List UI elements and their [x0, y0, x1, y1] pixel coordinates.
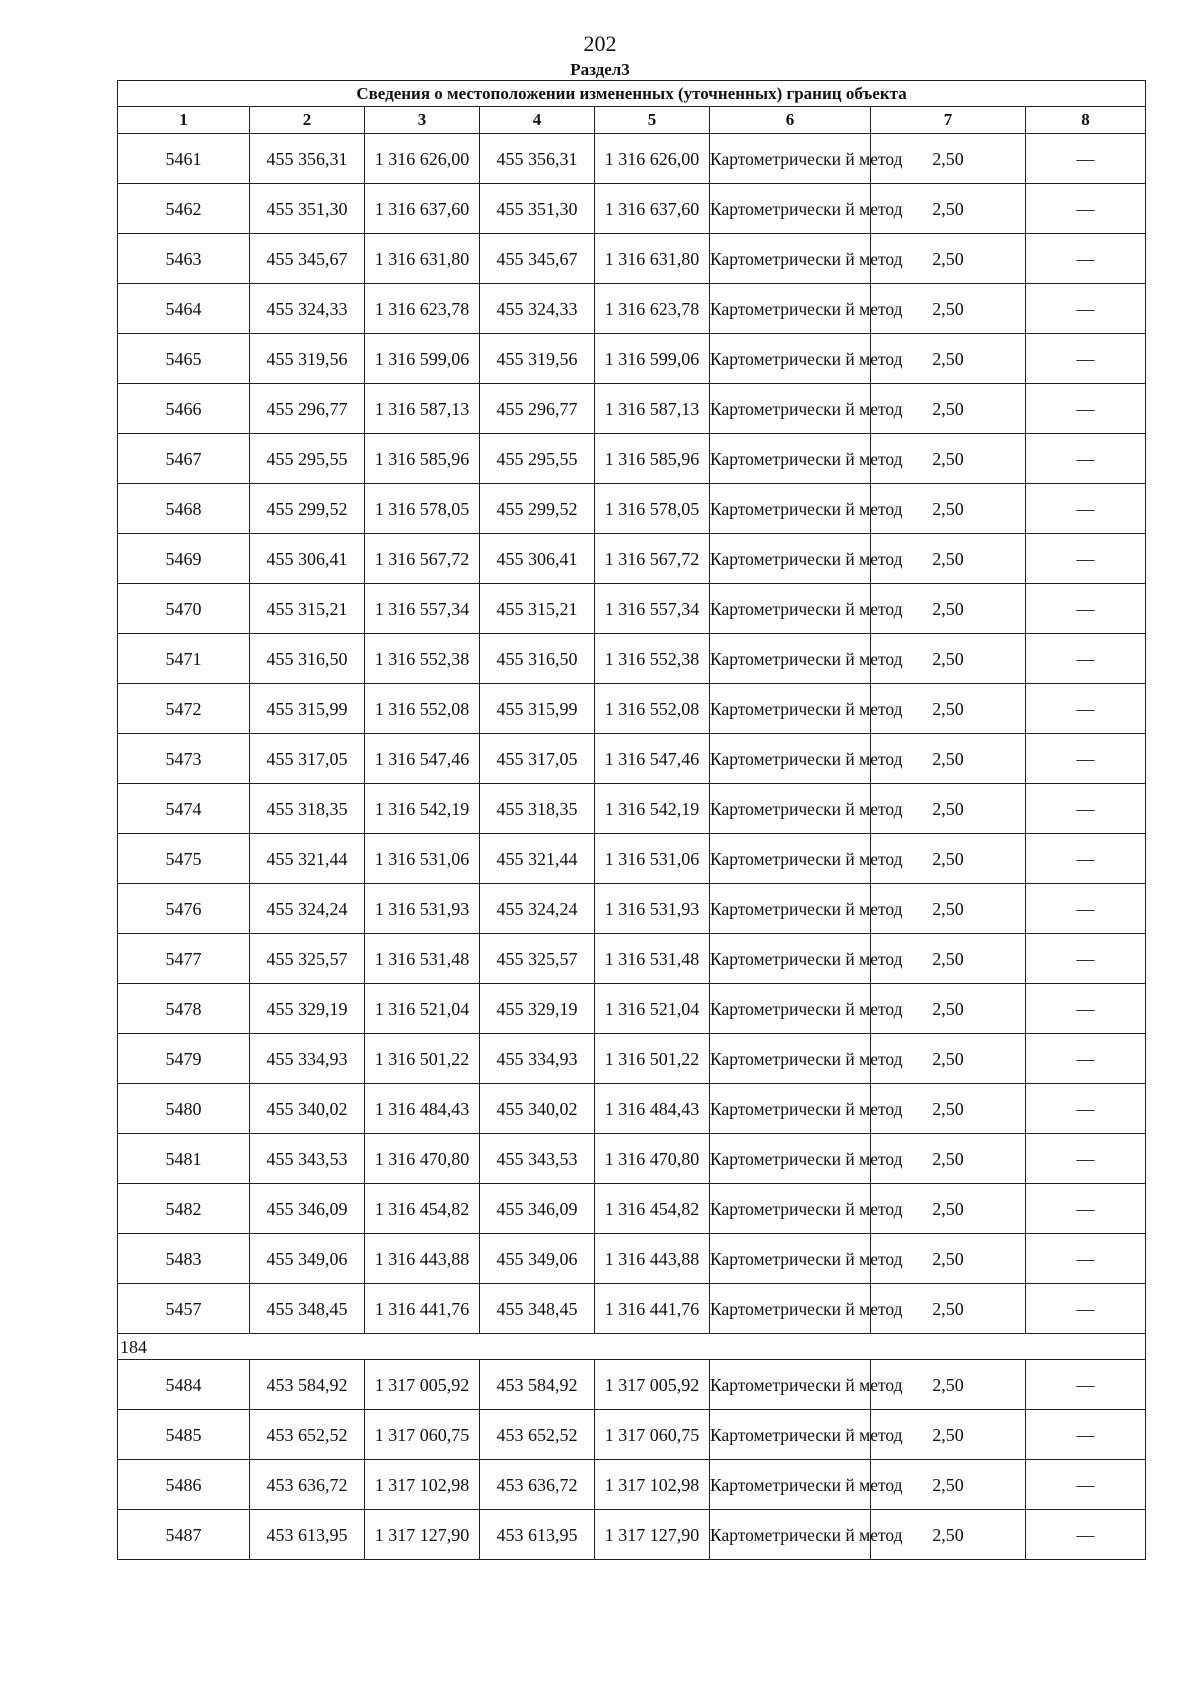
y-new-cell: 1 317 102,98: [595, 1460, 710, 1510]
note-cell: —: [1026, 1460, 1146, 1510]
accuracy-cell: 2,50: [871, 1510, 1026, 1560]
group-label: 184: [118, 1334, 1146, 1360]
table-row: [118, 1284, 1146, 1334]
note-cell: —: [1026, 184, 1146, 234]
x-new-cell: 453 652,52: [480, 1410, 595, 1460]
accuracy-cell: 2,50: [871, 734, 1026, 784]
x-cell: 455 356,31: [250, 134, 365, 184]
method-cell: Картометрически й метод: [710, 884, 871, 934]
method-cell: Картометрически й метод: [710, 134, 871, 184]
accuracy-cell: 2,50: [871, 1084, 1026, 1134]
y-new-cell: 1 316 585,96: [595, 434, 710, 484]
y-new-cell: 1 317 060,75: [595, 1410, 710, 1460]
y-cell: 1 316 631,80: [365, 234, 480, 284]
x-new-cell: 455 343,53: [480, 1134, 595, 1184]
note-cell: —: [1026, 884, 1146, 934]
table-title: Сведения о местоположении измененных (уточненных) границ объекта: [118, 81, 1146, 107]
point-number-cell: 5472: [118, 684, 250, 734]
point-number-cell: 5462: [118, 184, 250, 234]
y-cell: 1 316 552,08: [365, 684, 480, 734]
method-cell: Картометрически й метод: [710, 784, 871, 834]
point-number-cell: 5478: [118, 984, 250, 1034]
y-new-cell: 1 317 005,92: [595, 1360, 710, 1410]
x-new-cell: 455 334,93: [480, 1034, 595, 1084]
x-new-cell: 455 340,02: [480, 1084, 595, 1134]
note-cell: —: [1026, 434, 1146, 484]
x-cell: 455 325,57: [250, 934, 365, 984]
table-row: [118, 634, 1146, 684]
method-cell: Картометрически й метод: [710, 1184, 871, 1234]
accuracy-cell: 2,50: [871, 984, 1026, 1034]
y-new-cell: 1 316 557,34: [595, 584, 710, 634]
x-cell: 455 321,44: [250, 834, 365, 884]
y-cell: 1 317 102,98: [365, 1460, 480, 1510]
x-new-cell: 455 349,06: [480, 1234, 595, 1284]
y-cell: 1 317 060,75: [365, 1410, 480, 1460]
method-cell: Картометрически й метод: [710, 434, 871, 484]
coordinates-table: [117, 80, 1146, 1560]
point-number-cell: 5466: [118, 384, 250, 434]
method-cell: Картометрически й метод: [710, 1410, 871, 1460]
table-row: [118, 784, 1146, 834]
table-header-row: [118, 107, 1146, 134]
table-row: [118, 1460, 1146, 1510]
x-cell: 455 329,19: [250, 984, 365, 1034]
table-row: [118, 434, 1146, 484]
x-cell: 453 652,52: [250, 1410, 365, 1460]
section-label: Раздел3: [570, 60, 630, 79]
x-new-cell: 455 319,56: [480, 334, 595, 384]
x-new-cell: 455 296,77: [480, 384, 595, 434]
method-cell: Картометрически й метод: [710, 1510, 871, 1560]
point-number-cell: 5471: [118, 634, 250, 684]
table-row: [118, 1510, 1146, 1560]
table-row: [118, 334, 1146, 384]
y-cell: 1 316 531,48: [365, 934, 480, 984]
x-new-cell: 455 324,33: [480, 284, 595, 334]
accuracy-cell: 2,50: [871, 784, 1026, 834]
x-new-cell: 455 324,24: [480, 884, 595, 934]
x-cell: 455 316,50: [250, 634, 365, 684]
y-new-cell: 1 316 578,05: [595, 484, 710, 534]
y-cell: 1 316 470,80: [365, 1134, 480, 1184]
column-header: 8: [1026, 107, 1146, 134]
y-new-cell: 1 316 547,46: [595, 734, 710, 784]
y-cell: 1 316 443,88: [365, 1234, 480, 1284]
x-cell: 455 348,45: [250, 1284, 365, 1334]
y-cell: 1 316 454,82: [365, 1184, 480, 1234]
method-cell: Картометрически й метод: [710, 1084, 871, 1134]
note-cell: —: [1026, 984, 1146, 1034]
y-cell: 1 316 599,06: [365, 334, 480, 384]
point-number-cell: 5481: [118, 1134, 250, 1184]
note-cell: —: [1026, 584, 1146, 634]
x-cell: 455 345,67: [250, 234, 365, 284]
x-new-cell: 455 316,50: [480, 634, 595, 684]
accuracy-cell: 2,50: [871, 534, 1026, 584]
note-cell: —: [1026, 1284, 1146, 1334]
x-cell: 455 346,09: [250, 1184, 365, 1234]
accuracy-cell: 2,50: [871, 934, 1026, 984]
note-cell: —: [1026, 1234, 1146, 1284]
accuracy-cell: 2,50: [871, 834, 1026, 884]
y-new-cell: 1 316 443,88: [595, 1234, 710, 1284]
accuracy-cell: 2,50: [871, 884, 1026, 934]
x-cell: 455 299,52: [250, 484, 365, 534]
note-cell: —: [1026, 684, 1146, 734]
note-cell: —: [1026, 134, 1146, 184]
table-row: [118, 234, 1146, 284]
accuracy-cell: 2,50: [871, 484, 1026, 534]
method-cell: Картометрически й метод: [710, 184, 871, 234]
x-new-cell: 455 356,31: [480, 134, 595, 184]
point-number-cell: 5476: [118, 884, 250, 934]
method-cell: Картометрически й метод: [710, 1134, 871, 1184]
accuracy-cell: 2,50: [871, 184, 1026, 234]
table-row: [118, 734, 1146, 784]
point-number-cell: 5463: [118, 234, 250, 284]
point-number-cell: 5473: [118, 734, 250, 784]
table-row: [118, 1234, 1146, 1284]
x-cell: 453 636,72: [250, 1460, 365, 1510]
x-cell: 455 324,33: [250, 284, 365, 334]
y-new-cell: 1 316 501,22: [595, 1034, 710, 1084]
x-new-cell: 455 295,55: [480, 434, 595, 484]
table-title-row: [118, 81, 1146, 107]
point-number-cell: 5477: [118, 934, 250, 984]
column-header: 2: [250, 107, 365, 134]
y-new-cell: 1 316 521,04: [595, 984, 710, 1034]
x-cell: 455 349,06: [250, 1234, 365, 1284]
method-cell: Картометрически й метод: [710, 1460, 871, 1510]
method-cell: Картометрически й метод: [710, 1360, 871, 1410]
note-cell: —: [1026, 1184, 1146, 1234]
note-cell: —: [1026, 634, 1146, 684]
table-row: [118, 134, 1146, 184]
column-header: 6: [710, 107, 871, 134]
accuracy-cell: 2,50: [871, 684, 1026, 734]
accuracy-cell: 2,50: [871, 284, 1026, 334]
table-body: [118, 81, 1146, 1560]
method-cell: Картометрически й метод: [710, 334, 871, 384]
x-cell: 455 318,35: [250, 784, 365, 834]
method-cell: Картометрически й метод: [710, 284, 871, 334]
accuracy-cell: 2,50: [871, 634, 1026, 684]
point-number-cell: 5464: [118, 284, 250, 334]
method-cell: Картометрически й метод: [710, 934, 871, 984]
x-new-cell: 453 584,92: [480, 1360, 595, 1410]
x-new-cell: 455 317,05: [480, 734, 595, 784]
x-cell: 455 296,77: [250, 384, 365, 434]
y-new-cell: 1 316 599,06: [595, 334, 710, 384]
table-row: [118, 984, 1146, 1034]
y-new-cell: 1 316 587,13: [595, 384, 710, 434]
y-cell: 1 316 547,46: [365, 734, 480, 784]
x-cell: 455 315,21: [250, 584, 365, 634]
x-new-cell: 455 315,21: [480, 584, 595, 634]
point-number-cell: 5486: [118, 1460, 250, 1510]
x-cell: 455 306,41: [250, 534, 365, 584]
y-new-cell: 1 316 552,38: [595, 634, 710, 684]
x-cell: 453 613,95: [250, 1510, 365, 1560]
y-cell: 1 316 585,96: [365, 434, 480, 484]
accuracy-cell: 2,50: [871, 334, 1026, 384]
column-header: 5: [595, 107, 710, 134]
y-cell: 1 316 623,78: [365, 284, 480, 334]
x-cell: 455 340,02: [250, 1084, 365, 1134]
accuracy-cell: 2,50: [871, 1360, 1026, 1410]
accuracy-cell: 2,50: [871, 1460, 1026, 1510]
table-row: [118, 1360, 1146, 1410]
method-cell: Картометрически й метод: [710, 834, 871, 884]
point-number-cell: 5457: [118, 1284, 250, 1334]
note-cell: —: [1026, 934, 1146, 984]
x-new-cell: 455 351,30: [480, 184, 595, 234]
note-cell: —: [1026, 234, 1146, 284]
y-new-cell: 1 316 623,78: [595, 284, 710, 334]
y-cell: 1 316 542,19: [365, 784, 480, 834]
point-number-cell: 5474: [118, 784, 250, 834]
accuracy-cell: 2,50: [871, 1034, 1026, 1084]
y-new-cell: 1 316 531,48: [595, 934, 710, 984]
y-cell: 1 316 578,05: [365, 484, 480, 534]
note-cell: —: [1026, 734, 1146, 784]
y-cell: 1 316 587,13: [365, 384, 480, 434]
table-row: [118, 1410, 1146, 1460]
point-number-cell: 5467: [118, 434, 250, 484]
x-cell: 455 334,93: [250, 1034, 365, 1084]
method-cell: Картометрически й метод: [710, 1284, 871, 1334]
method-cell: Картометрически й метод: [710, 734, 871, 784]
table-row: [118, 934, 1146, 984]
y-cell: 1 316 484,43: [365, 1084, 480, 1134]
y-new-cell: 1 316 552,08: [595, 684, 710, 734]
accuracy-cell: 2,50: [871, 234, 1026, 284]
point-number-cell: 5480: [118, 1084, 250, 1134]
y-cell: 1 316 567,72: [365, 534, 480, 584]
method-cell: Картометрически й метод: [710, 684, 871, 734]
table-row: [118, 1034, 1146, 1084]
table-row: [118, 1184, 1146, 1234]
point-number-cell: 5482: [118, 1184, 250, 1234]
method-cell: Картометрически й метод: [710, 484, 871, 534]
y-new-cell: 1 316 484,43: [595, 1084, 710, 1134]
accuracy-cell: 2,50: [871, 1184, 1026, 1234]
column-header: 1: [118, 107, 250, 134]
table-row: [118, 184, 1146, 234]
method-cell: Картометрически й метод: [710, 634, 871, 684]
y-cell: 1 316 552,38: [365, 634, 480, 684]
x-new-cell: 455 348,45: [480, 1284, 595, 1334]
note-cell: —: [1026, 1034, 1146, 1084]
y-new-cell: 1 316 454,82: [595, 1184, 710, 1234]
table-row: [118, 834, 1146, 884]
x-cell: 455 324,24: [250, 884, 365, 934]
x-cell: 453 584,92: [250, 1360, 365, 1410]
method-cell: Картометрически й метод: [710, 584, 871, 634]
point-number-cell: 5468: [118, 484, 250, 534]
note-cell: —: [1026, 784, 1146, 834]
y-new-cell: 1 317 127,90: [595, 1510, 710, 1560]
x-cell: 455 295,55: [250, 434, 365, 484]
accuracy-cell: 2,50: [871, 384, 1026, 434]
y-cell: 1 316 531,06: [365, 834, 480, 884]
y-cell: 1 316 531,93: [365, 884, 480, 934]
x-new-cell: 455 321,44: [480, 834, 595, 884]
x-cell: 455 317,05: [250, 734, 365, 784]
note-cell: —: [1026, 534, 1146, 584]
method-cell: Картометрически й метод: [710, 984, 871, 1034]
x-new-cell: 453 636,72: [480, 1460, 595, 1510]
y-cell: 1 316 557,34: [365, 584, 480, 634]
table-row: [118, 384, 1146, 434]
point-number-cell: 5470: [118, 584, 250, 634]
column-header: 7: [871, 107, 1026, 134]
column-header: 4: [480, 107, 595, 134]
point-number-cell: 5461: [118, 134, 250, 184]
method-cell: Картометрически й метод: [710, 534, 871, 584]
y-cell: 1 316 521,04: [365, 984, 480, 1034]
x-cell: 455 315,99: [250, 684, 365, 734]
accuracy-cell: 2,50: [871, 1410, 1026, 1460]
x-new-cell: 455 315,99: [480, 684, 595, 734]
x-new-cell: 455 306,41: [480, 534, 595, 584]
y-cell: 1 317 127,90: [365, 1510, 480, 1560]
method-cell: Картометрически й метод: [710, 234, 871, 284]
y-cell: 1 316 441,76: [365, 1284, 480, 1334]
table-row: [118, 284, 1146, 334]
table-row: [118, 684, 1146, 734]
y-new-cell: 1 316 631,80: [595, 234, 710, 284]
accuracy-cell: 2,50: [871, 584, 1026, 634]
accuracy-cell: 2,50: [871, 1234, 1026, 1284]
accuracy-cell: 2,50: [871, 1284, 1026, 1334]
x-new-cell: 455 318,35: [480, 784, 595, 834]
y-new-cell: 1 316 542,19: [595, 784, 710, 834]
y-new-cell: 1 316 567,72: [595, 534, 710, 584]
method-cell: Картометрически й метод: [710, 1034, 871, 1084]
y-new-cell: 1 316 637,60: [595, 184, 710, 234]
note-cell: —: [1026, 384, 1146, 434]
point-number-cell: 5479: [118, 1034, 250, 1084]
table-row: [118, 534, 1146, 584]
table-row: [118, 584, 1146, 634]
x-new-cell: 455 345,67: [480, 234, 595, 284]
note-cell: —: [1026, 834, 1146, 884]
table-row: [118, 1084, 1146, 1134]
accuracy-cell: 2,50: [871, 1134, 1026, 1184]
y-cell: 1 316 637,60: [365, 184, 480, 234]
note-cell: —: [1026, 484, 1146, 534]
x-cell: 455 351,30: [250, 184, 365, 234]
x-new-cell: 453 613,95: [480, 1510, 595, 1560]
x-cell: 455 319,56: [250, 334, 365, 384]
y-new-cell: 1 316 470,80: [595, 1134, 710, 1184]
note-cell: —: [1026, 1360, 1146, 1410]
table-row: [118, 484, 1146, 534]
group-row: [118, 1334, 1146, 1360]
method-cell: Картометрически й метод: [710, 1234, 871, 1284]
accuracy-cell: 2,50: [871, 434, 1026, 484]
point-number-cell: 5475: [118, 834, 250, 884]
x-new-cell: 455 325,57: [480, 934, 595, 984]
point-number-cell: 5483: [118, 1234, 250, 1284]
note-cell: —: [1026, 1084, 1146, 1134]
x-new-cell: 455 346,09: [480, 1184, 595, 1234]
page-number: 202: [583, 31, 617, 56]
method-cell: Картометрически й метод: [710, 384, 871, 434]
x-new-cell: 455 329,19: [480, 984, 595, 1034]
point-number-cell: 5465: [118, 334, 250, 384]
note-cell: —: [1026, 1410, 1146, 1460]
note-cell: —: [1026, 334, 1146, 384]
table-row: [118, 1134, 1146, 1184]
point-number-cell: 5484: [118, 1360, 250, 1410]
point-number-cell: 5485: [118, 1410, 250, 1460]
accuracy-cell: 2,50: [871, 134, 1026, 184]
point-number-cell: 5487: [118, 1510, 250, 1560]
y-cell: 1 316 501,22: [365, 1034, 480, 1084]
y-cell: 1 317 005,92: [365, 1360, 480, 1410]
y-new-cell: 1 316 441,76: [595, 1284, 710, 1334]
column-header: 3: [365, 107, 480, 134]
x-new-cell: 455 299,52: [480, 484, 595, 534]
note-cell: —: [1026, 284, 1146, 334]
point-number-cell: 5469: [118, 534, 250, 584]
y-cell: 1 316 626,00: [365, 134, 480, 184]
note-cell: —: [1026, 1510, 1146, 1560]
y-new-cell: 1 316 531,93: [595, 884, 710, 934]
x-cell: 455 343,53: [250, 1134, 365, 1184]
y-new-cell: 1 316 531,06: [595, 834, 710, 884]
note-cell: —: [1026, 1134, 1146, 1184]
table-row: [118, 884, 1146, 934]
y-new-cell: 1 316 626,00: [595, 134, 710, 184]
